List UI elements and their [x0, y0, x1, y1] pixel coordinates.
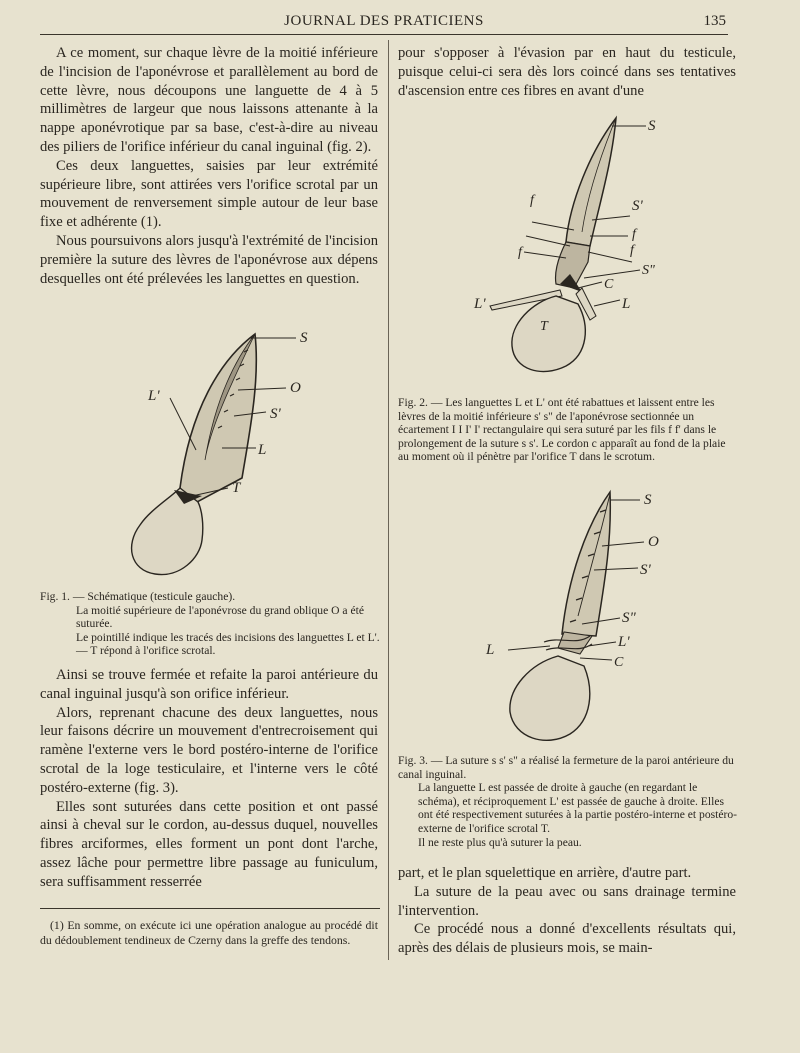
fig1-label-l: L — [258, 442, 267, 458]
fig3-label-s-double: S" — [622, 610, 636, 626]
paragraph: Ces deux languettes, saisies par leur extrémité supérieure libre, sont attirées vers l'orifice scrotal par un mouvement de renversement simple autour de leur base fixe et adhérente (1). — [40, 157, 378, 231]
paragraph: A ce moment, sur chaque lèvre de la moitié inférieure de l'incision de l'aponévrose et parallèlement au bord de cette lèvre, nous découpons une languette de 4 à 5 millimètres de largeur que nous laissons attenante à la nappe aponévrotique par sa base, c'est-à-dire au niveau des piliers de l'orifice inférieur du canal inguinal (fig. 2). — [40, 45, 378, 155]
fig2-label-s: S — [648, 118, 656, 134]
journal-title: JOURNAL DES PRATICIENS — [284, 13, 484, 29]
fig2-label-f: f — [630, 243, 634, 258]
fig2-label-f: f — [632, 227, 636, 242]
paragraph: Alors, reprenant chacune des deux languettes, nous leur faisons décrire un mouvement d'entrecroisement qui ramène l'externe vers le bord postéro-interne de l'orifice scrotal de la loge testiculaire, et l'interne vers le côté postéro-externe (fig. 3). — [40, 704, 378, 796]
fig3-label-c: C — [614, 655, 624, 670]
fig2-label-l-prime: L' — [474, 296, 486, 312]
footnote — [40, 918, 378, 948]
fig2-label-s-double: S" — [642, 263, 655, 278]
fig3-caption-head: Fig. 3. — La suture s s' s" a réalisé la fermeture de la paroi antérieure du canal inguinal. — [398, 754, 734, 781]
fig1-caption-line: Le pointillé indique les tracés des incisions des languettes L et L'. — T répond à l'orifice scrotal. — [76, 630, 380, 658]
fig3-label-s-prime: S' — [640, 562, 651, 578]
fig3-label-o: O — [648, 534, 659, 550]
fig2-label-s-prime: S' — [632, 198, 643, 214]
paragraph: pour s'opposer à l'évasion par en haut du testicule, puisque celui-ci sera dès lors coincé dans ses tentatives d'ascension entre ces fibres en avant d'une — [398, 45, 736, 99]
paragraph: part, et le plan squelettique en arrière, d'autre part. — [398, 865, 692, 881]
figure-1-caption — [40, 590, 380, 658]
figure-1-illustration — [110, 320, 330, 580]
paragraph: Elles sont suturées dans cette position et ont passé ainsi à cheval sur le cordon, au-dessus duquel, nouvelles fibres arciformes, elles forment un pont dont l'arche, assez lâche pour permettre libre passage au funiculum, sera suffisamment resserrée — [40, 798, 378, 890]
fig2-caption-head: Fig. 2. — Les languettes L et L' ont été rabattues et laissent entre les lèvres de la moitié inférieure s' s" de l'aponévrose sectionnée un écartement I I I' I' rectangulaire qui sera suturé par les fils f f' dans le prolongement de la suture s s'. Le cordon c apparaît au fond de la plaie au moment où il pénètre par l'orifice T dans le scrotum. — [398, 396, 726, 464]
fig2-label-f: f — [530, 193, 534, 208]
column-rule — [388, 40, 389, 960]
figure-3-caption — [398, 754, 738, 849]
fig1-caption-line: La moitié supérieure de l'aponévrose du grand oblique O a été suturée. — [76, 603, 364, 631]
running-head — [40, 10, 728, 35]
fig3-caption-line: La languette L est passée de droite à gauche (en regardant le schéma), et réciproquement L' est passée de gauche à droite. Elles ont été respectivement suturées à la partie postéro-interne et postéro-externe de l'orifice scrotal T. — [418, 781, 738, 835]
paragraph: Ainsi se trouve fermée et refaite la paroi antérieure du canal inguinal jusqu'à son orifice inférieur. — [40, 667, 378, 702]
fig2-label-f: f — [518, 245, 522, 260]
fig3-label-l: L — [486, 642, 495, 658]
paragraph: Ce procédé nous a donné d'excellents résultats qui, après des délais de plusieurs mois, se main- — [398, 921, 736, 957]
footnote-rule — [40, 908, 380, 909]
right-column-top — [398, 44, 736, 100]
figure-2-illustration — [470, 112, 720, 382]
fig3-label-l-prime: L' — [618, 634, 630, 650]
footnote-text: (1) En somme, on exécute ici une opération analogue au procédé dit du dédoublement tendineux de Czerny dans la greffe des tendons. — [40, 918, 378, 947]
fig1-label-s-prime: S' — [270, 406, 281, 422]
fig2-label-c: C — [604, 277, 614, 292]
paragraph: La suture de la peau avec ou sans drainage termine l'intervention. — [398, 883, 736, 919]
fig1-label-l-prime: L' — [148, 388, 160, 404]
fig2-label-t: T — [540, 319, 548, 334]
fig1-label-s: S — [300, 330, 308, 346]
fig1-label-o: O — [290, 380, 301, 396]
figure-3-illustration — [480, 486, 720, 750]
left-column-bottom — [40, 666, 378, 892]
page-number: 135 — [703, 13, 726, 29]
fig1-label-t: T — [232, 480, 241, 496]
fig3-label-s: S — [644, 492, 652, 508]
paragraph: Nous poursuivons alors jusqu'à l'extrémité de l'incision première la suture des lèvres de l'aponévrose aux dépens desquelles ont été prélevées les languettes en question. — [40, 232, 378, 287]
figure-2-caption — [398, 396, 738, 464]
left-column-top — [40, 44, 378, 288]
fig2-label-l: L — [622, 296, 631, 312]
right-column-bottom — [398, 864, 736, 958]
fig3-caption-line: Il ne reste plus qu'à suturer la peau. — [418, 835, 582, 849]
fig1-caption-head: Fig. 1. — Schématique (testicule gauche). — [40, 590, 236, 603]
